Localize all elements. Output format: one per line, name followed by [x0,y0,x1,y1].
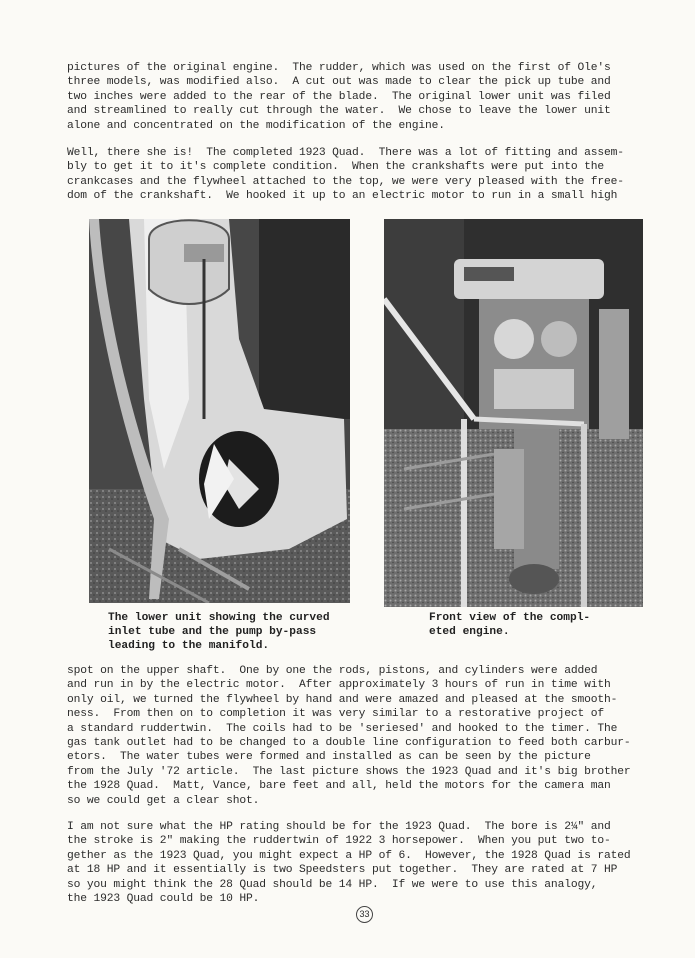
text-line: etors. The water tubes were formed and installed as can be seen by the picture [67,751,591,764]
page-number: 33 [356,906,373,923]
text-line: so you might think the 28 Quad should be 14 HP. If we were to use this analogy, [67,878,598,891]
text-line: from the July '72 article. The last picture shows the 1923 Quad and it's big brother [67,765,631,778]
caption-line: eted engine. [429,626,510,638]
text-line: gether as the 1923 Quad, you might expect a HP of 6. However, the 1928 Quad is rated [67,849,631,862]
text-line: and streamlined to really cut through the water. We chose to leave the lower unit [67,105,611,118]
text-line: a standard ruddertwin. The coils had to be 'seriesed' and hooked to the timer. The [67,722,618,735]
text-line: alone and concentrated on the modification of the engine. [67,119,445,132]
paragraph-4 [67,820,667,906]
text-line: bly to get it to it's complete condition. When the crankshafts were put into the [67,161,604,174]
text-line: the 1923 Quad could be 10 HP. [67,893,260,906]
text-line: at 18 HP and it essentially is two Speedsters put together. They are rated at 7 HP [67,864,618,877]
text-line: the stroke is 2" making the ruddertwin of 1922 3 horsepower. When you put two to- [67,835,611,848]
text-line: crankcases and the flywheel attached to the top, we were very pleased with the free- [67,175,624,188]
text-line: so we could get a clear shot. [67,794,260,807]
text-line: only oil, we turned the flywheel by hand and were amazed and pleased at the smooth- [67,693,618,706]
lower-unit-photo [89,219,350,603]
text-line: gas tank outlet had to be changed to a double line configuration to feed both carbur- [67,737,631,750]
text-line: the 1928 Quad. Matt, Vance, bare feet and all, held the motors for the camera man [67,780,611,793]
paragraph-1 [67,61,667,133]
text-line: Well, there she is! The completed 1923 Quad. There was a lot of fitting and assem- [67,147,624,159]
text-line: dom of the crankshaft. We hooked it up to an electric motor to run in a small high [67,190,618,203]
text-line: I am not sure what the HP rating should be for the 1923 Quad. The bore is 2¼" and [67,821,611,833]
paragraph-3 [67,664,667,808]
paragraph-2 [67,146,667,204]
caption-line: inlet tube and the pump by-pass [108,626,317,638]
engine-front-photo [384,219,643,607]
caption-line: Front view of the compl- [429,612,591,624]
text-line: pictures of the original engine. The rudder, which was used on the first of Ole's [67,62,611,74]
engine-front-caption [429,611,590,639]
text-line: three models, was modified also. A cut out was made to clear the pick up tube and [67,76,611,89]
lower-unit-caption [108,611,330,653]
text-line: spot on the upper shaft. One by one the rods, pistons, and cylinders were added [67,665,598,677]
caption-line: The lower unit showing the curved [108,612,330,624]
text-line: and run in by the electric motor. After approximately 3 hours of run in time with [67,679,611,692]
text-line: two inches were added to the rear of the blade. The original lower unit was filed [67,90,611,103]
text-line: ness. From then on to completion it was very similar to a restorative project of [67,708,604,721]
caption-line: leading to the manifold. [108,640,270,652]
